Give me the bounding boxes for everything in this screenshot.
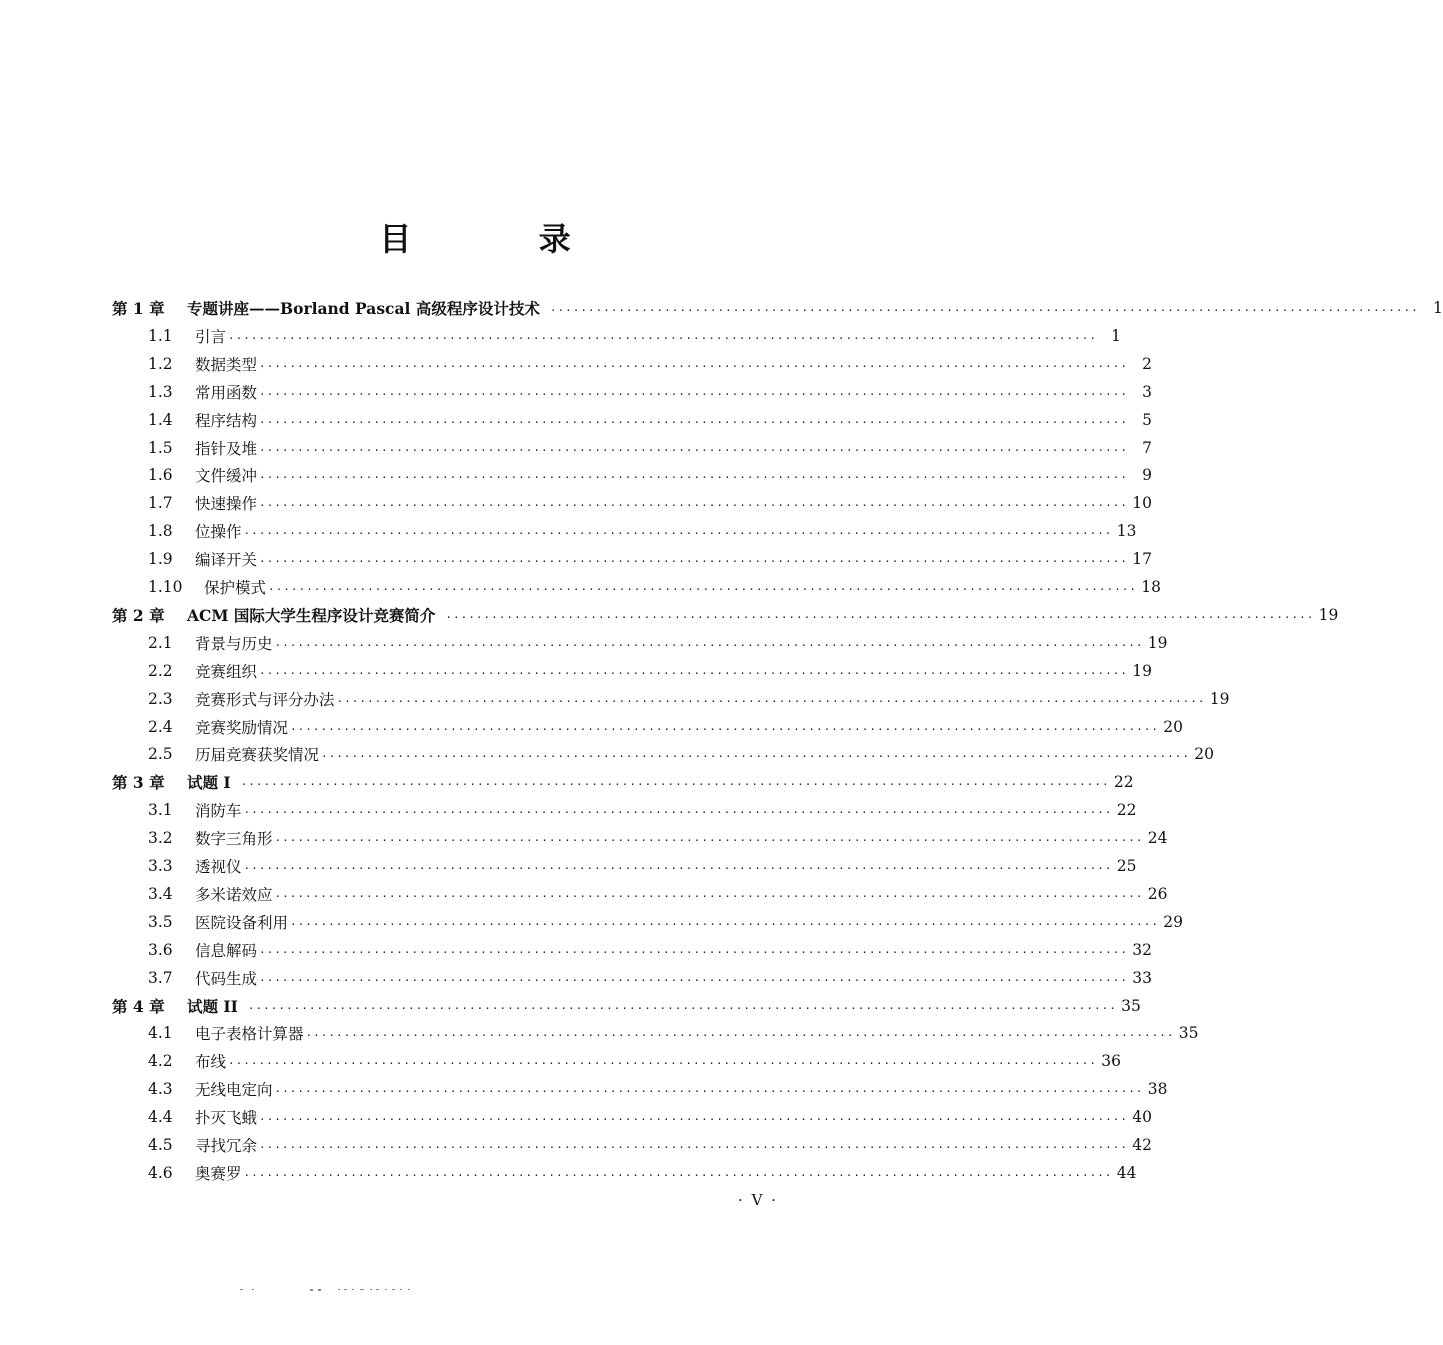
toc-section-row[interactable]	[148, 852, 1137, 880]
section-title: 透视仪	[195, 858, 242, 876]
leader-dots: ··················································································································	[243, 1168, 1113, 1182]
toc-section-row[interactable]	[148, 964, 1152, 992]
section-number: 3.7	[148, 968, 173, 987]
section-number: 1.10	[148, 578, 183, 596]
section-title: 数字三角形	[195, 830, 273, 849]
page-number: 7	[1142, 438, 1152, 457]
toc-section-row[interactable]	[148, 629, 1168, 657]
page-number: 19	[1147, 633, 1168, 652]
page-number: 35	[1178, 1024, 1199, 1043]
section-title: 程序结构	[195, 411, 258, 430]
footer-page-number: · V ·	[738, 1191, 778, 1209]
section-title: 扑灭飞蛾	[195, 1109, 258, 1128]
page-number: 42	[1132, 1136, 1152, 1154]
leader-dots: ··················································································································	[274, 889, 1144, 903]
section-number: 1.8	[148, 522, 173, 541]
leader-dots: ··················································································································	[228, 1057, 1097, 1071]
section-number: 2.3	[148, 689, 173, 708]
section-title: 指针及堆	[195, 439, 258, 458]
section-number: 3.4	[148, 884, 173, 903]
section-title: 布线	[195, 1053, 227, 1072]
leader-dots: ··················································································································	[259, 555, 1128, 569]
section-number: 1.7	[148, 494, 173, 513]
page-number: 17	[1132, 550, 1152, 569]
page-number: 1	[1432, 299, 1443, 317]
scan-noise-marks	[240, 1286, 420, 1294]
page-number: 1	[1111, 326, 1121, 345]
section-number: 4.3	[148, 1080, 173, 1099]
toc-section-row[interactable]	[148, 796, 1137, 824]
page-number: 3	[1142, 382, 1152, 401]
toc-section-row[interactable]	[148, 1131, 1152, 1159]
leader-dots: ··················································································································	[305, 1029, 1175, 1043]
page-number: 19	[1209, 689, 1230, 708]
toc-section-row[interactable]	[148, 936, 1152, 964]
page-number: 29	[1163, 912, 1183, 931]
page-number: 25	[1116, 857, 1137, 875]
section-title: 文件缓冲	[195, 467, 258, 486]
section-number: 1.4	[148, 410, 173, 429]
toc-section-row[interactable]	[148, 1159, 1137, 1187]
page-number: 5	[1142, 410, 1152, 429]
page-number: 10	[1132, 494, 1152, 513]
toc-section-row[interactable]	[148, 461, 1152, 489]
leader-dots: ··················································································································	[259, 443, 1128, 457]
section-title: 编译开关	[195, 551, 258, 570]
chapter-title: 试题 II	[187, 996, 238, 1016]
toc-section-row[interactable]	[148, 1103, 1152, 1131]
toc-section-row[interactable]	[148, 517, 1137, 545]
page-number: 18	[1141, 578, 1161, 596]
page-number: 33	[1132, 968, 1152, 987]
page-number: 19	[1132, 661, 1152, 680]
section-number: 4.4	[148, 1108, 173, 1127]
section-title: 数据类型	[195, 355, 258, 374]
chapter-title: 专题讲座——Borland Pascal 高级程序设计技术	[187, 299, 540, 318]
section-title: 常用函数	[195, 383, 258, 402]
chapter-number: 第 3 章	[112, 773, 165, 793]
section-number: 2.4	[148, 717, 173, 736]
section-number: 4.5	[148, 1136, 173, 1154]
toc-section-row[interactable]	[148, 685, 1230, 713]
section-title: 消防车	[195, 802, 242, 821]
toc-section-row[interactable]	[148, 322, 1121, 350]
leader-dots: ··················································································································	[336, 694, 1206, 708]
section-number: 1.6	[148, 466, 173, 485]
leader-dots: ··················································································································	[274, 834, 1144, 848]
page-number: 26	[1147, 884, 1168, 903]
leader-dots: ··················································································································	[259, 415, 1128, 429]
leader-dots: ··················································································································	[259, 945, 1128, 959]
section-number: 3.5	[148, 912, 173, 931]
chapter-number: 第 2 章	[112, 605, 165, 625]
leader-dots: ··················································································································	[243, 806, 1113, 820]
toc-section-row[interactable]	[148, 1019, 1199, 1047]
toc-section-row[interactable]	[148, 713, 1183, 741]
chapter-number: 第 1 章	[112, 299, 165, 318]
page-number: 35	[1121, 996, 1141, 1015]
section-title: 引言	[195, 327, 227, 346]
section-number: 4.2	[148, 1052, 173, 1071]
leader-dots: ··················································································································	[259, 973, 1128, 987]
leader-dots: ··················································································································	[228, 331, 1097, 345]
page-number: 22	[1113, 773, 1134, 792]
section-number: 4.6	[148, 1163, 173, 1182]
section-number: 2.2	[148, 661, 173, 680]
toc-section-row[interactable]	[148, 1075, 1168, 1103]
chapter-number: 第 4 章	[112, 996, 165, 1016]
section-title: 医院设备利用	[195, 913, 289, 932]
section-title: 竞赛组织	[195, 662, 258, 681]
section-title: 奥赛罗	[195, 1164, 242, 1183]
section-title: 竞赛形式与评分办法	[195, 690, 335, 709]
chapter-title: 试题 I	[187, 773, 231, 793]
page-number: 20	[1163, 717, 1183, 736]
leader-dots: ··················································································································	[243, 527, 1113, 541]
leader-dots: ··················································································································	[274, 1085, 1144, 1099]
leader-dots: ··················································································································	[259, 359, 1128, 373]
toc-section-row[interactable]	[148, 350, 1152, 378]
section-number: 3.6	[148, 940, 173, 959]
section-number: 3.3	[148, 857, 173, 875]
section-number: 2.5	[148, 745, 173, 764]
section-number: 1.2	[148, 354, 173, 373]
page-number: 38	[1147, 1080, 1168, 1099]
leader-dots: ··················································································································	[240, 778, 1110, 792]
toc-chapter-row[interactable]	[112, 294, 1443, 322]
leader-dots: ··················································································································	[243, 862, 1113, 875]
section-number: 1.3	[148, 382, 173, 401]
leader-dots: ··················································································································	[259, 471, 1128, 485]
page-title: 目 录	[379, 220, 629, 258]
page-number: 32	[1132, 940, 1152, 959]
section-number: 1.5	[148, 438, 173, 457]
page-number: 2	[1142, 354, 1152, 373]
section-title: 快速操作	[195, 495, 258, 514]
section-title: 背景与历史	[195, 634, 273, 653]
leader-dots: ··················································································································	[290, 722, 1159, 736]
toc-section-row[interactable]	[148, 880, 1168, 908]
section-number: 3.2	[148, 829, 173, 848]
leader-dots: ··················································································································	[445, 610, 1315, 624]
section-title: 历届竞赛获奖情况	[195, 746, 320, 765]
page-number: 19	[1318, 605, 1339, 624]
leader-dots: ··················································································································	[259, 666, 1128, 680]
toc-chapter-row[interactable]	[112, 768, 1134, 796]
section-number: 1.1	[148, 326, 173, 345]
section-title: 寻找冗余	[195, 1137, 258, 1155]
toc-section-row[interactable]	[148, 573, 1161, 601]
page-number: 9	[1142, 466, 1152, 485]
section-title: 位操作	[195, 523, 242, 542]
page-number: 40	[1132, 1108, 1152, 1127]
toc-section-row[interactable]	[148, 824, 1168, 852]
toc-section-row[interactable]	[148, 406, 1152, 434]
leader-dots: ··················································································································	[247, 1001, 1117, 1015]
section-title: 代码生成	[195, 969, 258, 988]
section-title: 电子表格计算器	[195, 1025, 304, 1044]
toc-section-row[interactable]	[148, 1047, 1121, 1075]
leader-dots: ··················································································································	[290, 917, 1159, 931]
page-number: 36	[1101, 1052, 1121, 1071]
section-title: 信息解码	[195, 941, 258, 960]
toc-section-row[interactable]	[148, 434, 1152, 462]
section-title: 无线电定向	[195, 1081, 273, 1100]
page-number: 44	[1116, 1163, 1137, 1182]
section-number: 4.1	[148, 1024, 173, 1043]
toc-chapter-row[interactable]	[112, 992, 1141, 1020]
section-number: 2.1	[148, 633, 173, 652]
toc-section-row[interactable]	[148, 489, 1152, 517]
leader-dots: ··················································································································	[259, 1141, 1128, 1154]
section-number: 3.1	[148, 801, 173, 820]
page-number: 22	[1116, 801, 1137, 820]
toc-section-row[interactable]	[148, 378, 1152, 406]
toc-chapter-row[interactable]	[112, 601, 1339, 629]
section-title: 竞赛奖励情况	[195, 718, 289, 737]
toc-section-row[interactable]	[148, 740, 1214, 768]
page-number: 13	[1116, 522, 1137, 541]
page-number: 20	[1194, 745, 1214, 764]
leader-dots: ··················································································································	[549, 304, 1419, 317]
page-number: 24	[1147, 829, 1168, 848]
toc-section-row[interactable]	[148, 908, 1183, 936]
section-title: 多米诺效应	[195, 885, 273, 904]
toc-section-row[interactable]	[148, 545, 1152, 573]
section-title: 保护模式	[204, 579, 267, 597]
leader-dots: ··················································································································	[268, 583, 1137, 596]
toc-section-row[interactable]	[148, 657, 1152, 685]
leader-dots: ··················································································································	[321, 750, 1190, 764]
leader-dots: ··················································································································	[274, 638, 1144, 652]
leader-dots: ··················································································································	[259, 1113, 1128, 1127]
chapter-title: ACM 国际大学生程序设计竞赛简介	[187, 605, 436, 625]
section-number: 1.9	[148, 550, 173, 569]
leader-dots: ··················································································································	[259, 499, 1128, 513]
leader-dots: ··················································································································	[259, 387, 1128, 401]
